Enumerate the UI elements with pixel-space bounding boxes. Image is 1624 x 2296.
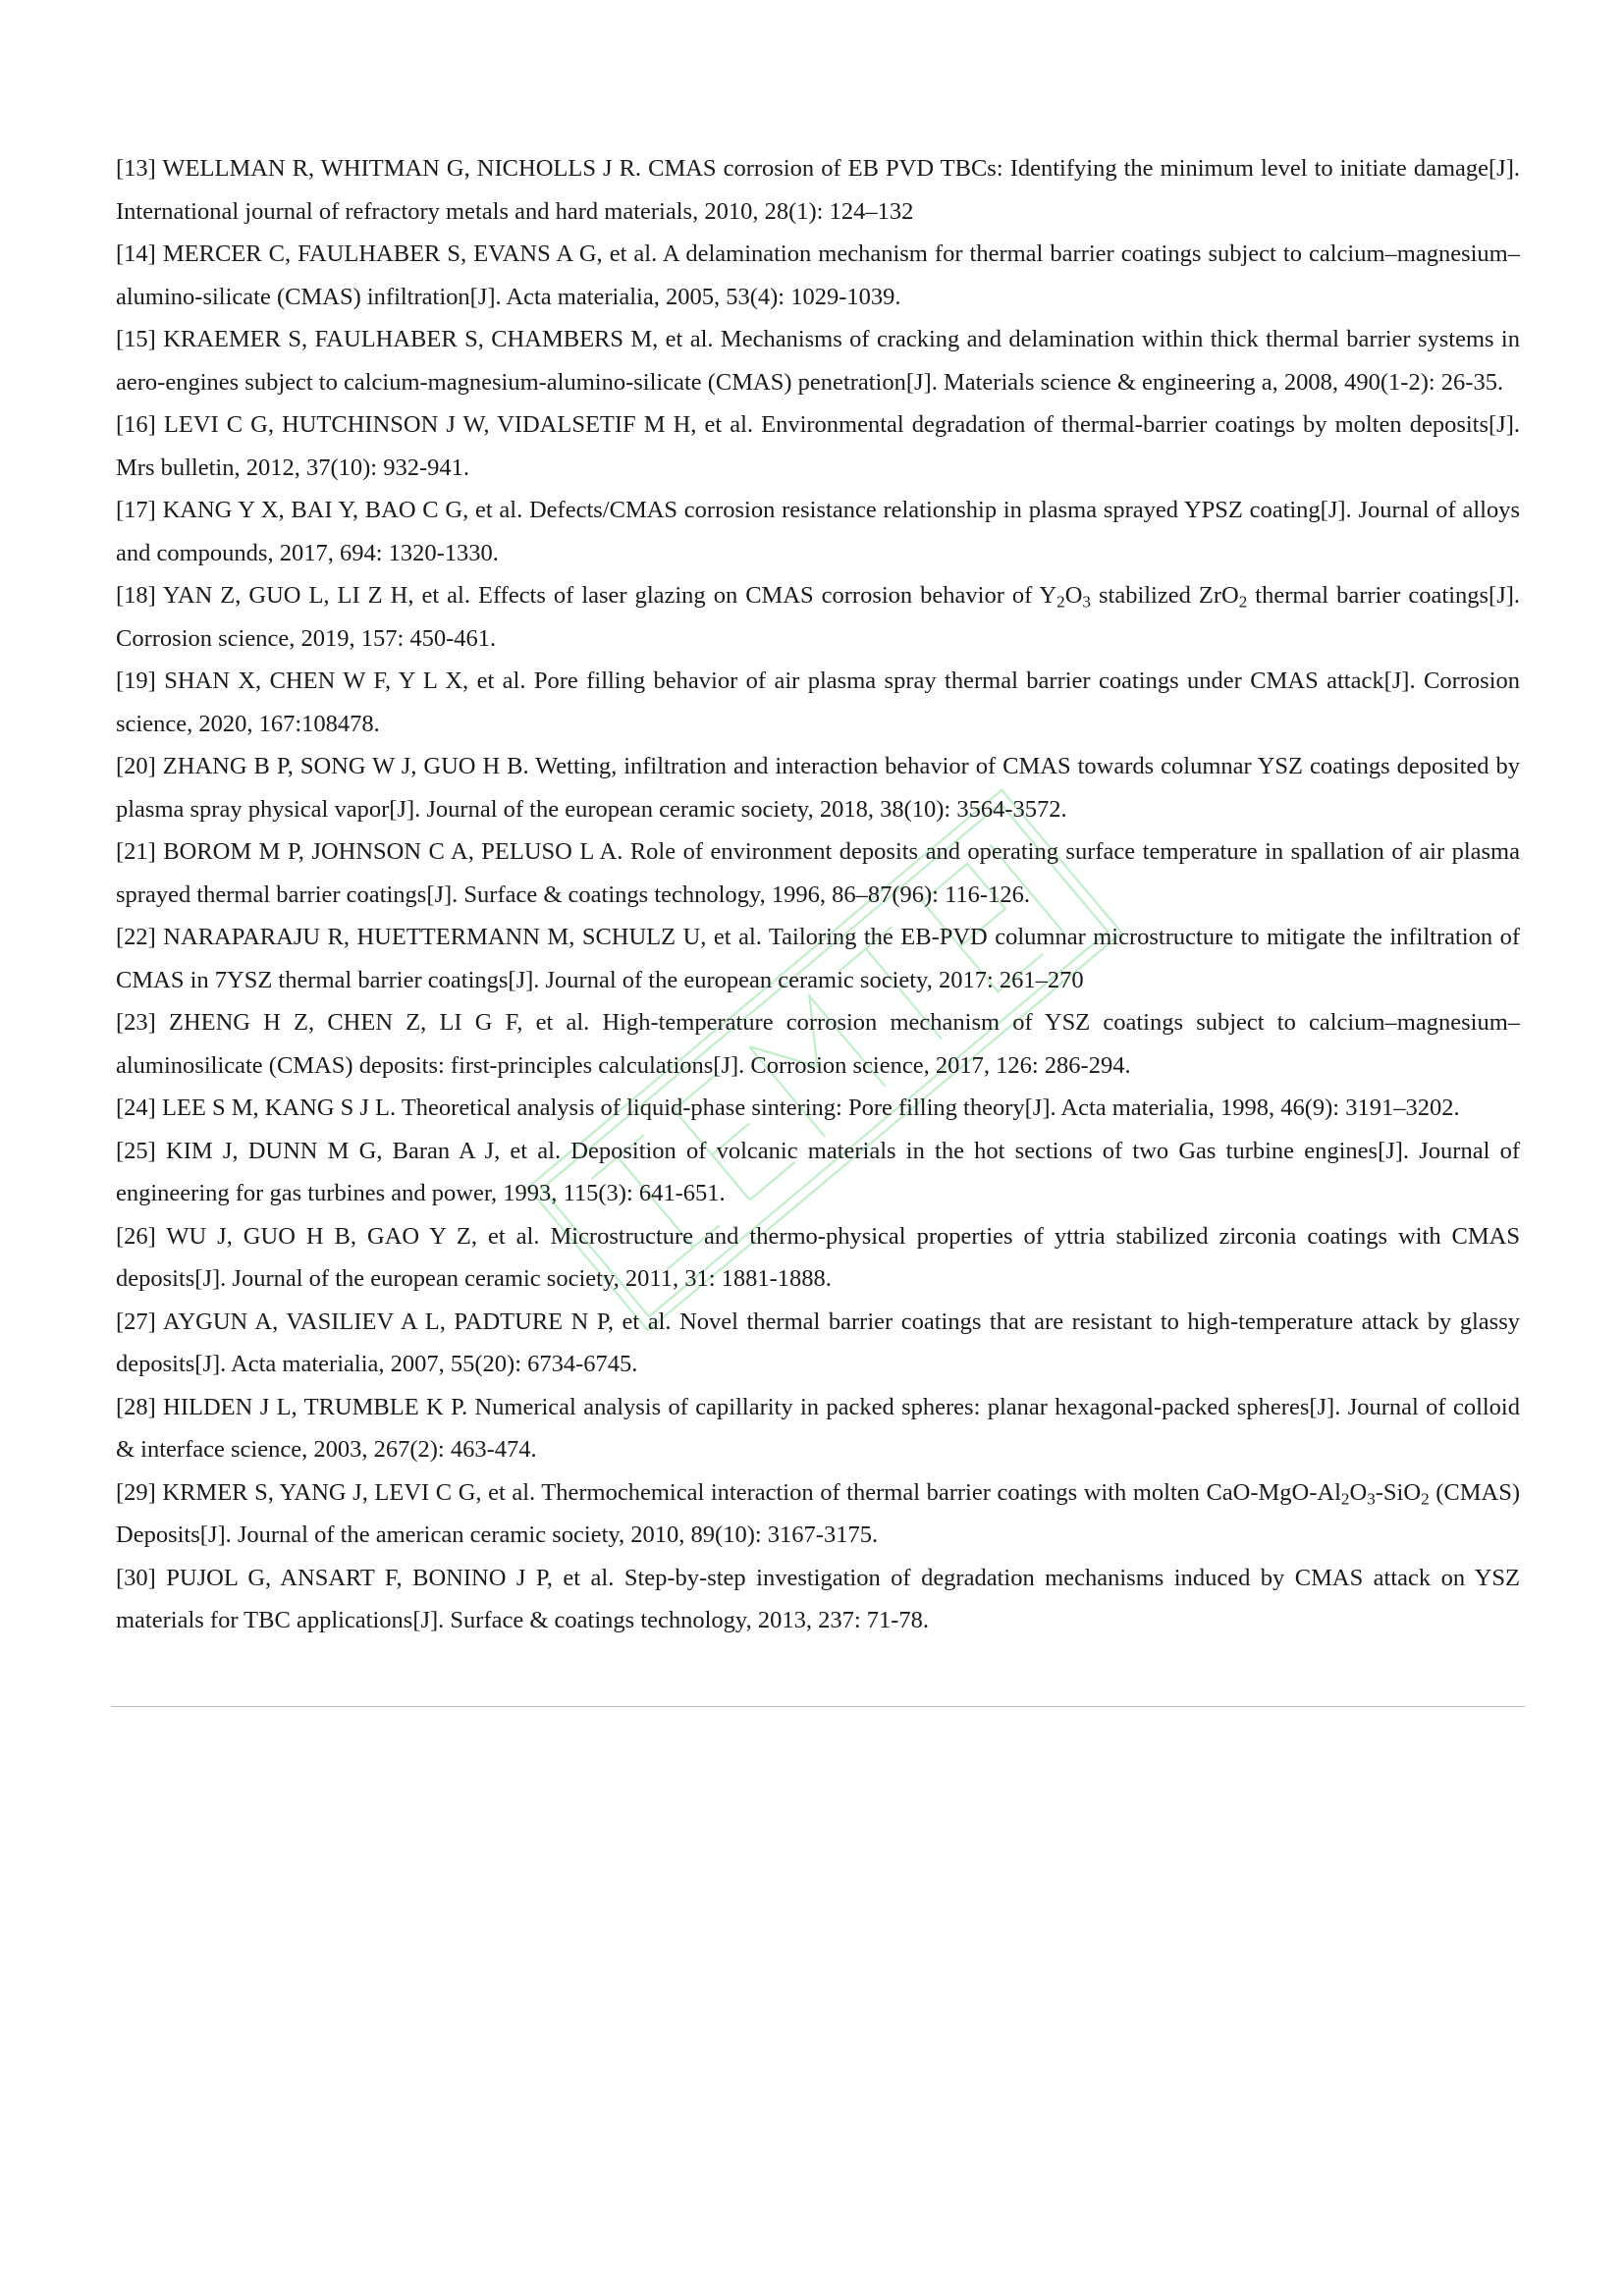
reference-text: [17] KANG Y X, BAI Y, BAO C G, et al. Defects/CMAS corrosion resistance relationship in plasma sprayed YPSZ coating[J]. Journal of alloys and compounds, 2017, 694: 1320-1330. [116,497,1520,566]
reference-item [116,745,1520,830]
reference-text: [20] ZHANG B P, SONG W J, GUO H B. Wetting, infiltration and interaction behavior of CMAS towards columnar YSZ coatings deposited by plasma spray physical vapor[J]. Journal of the european ceramic society, 2018, 38(10): 3564-3572. [116,753,1520,823]
reference-text: [29] KRMER S, YANG J, LEVI C G, et al. Thermochemical interaction of thermal barrier coatings with molten CaO-MgO-Al [116,1478,1341,1506]
reference-item [116,830,1520,916]
reference-item [116,1087,1520,1130]
reference-item [116,1215,1520,1301]
reference-item [116,1130,1520,1215]
reference-text: -SiO [1375,1478,1422,1506]
reference-item [116,574,1520,660]
reference-text: [23] ZHENG H Z, CHEN Z, LI G F, et al. High-temperature corrosion mechanism of YSZ coatings subject to calcium–magnesium–aluminosilicate (CMAS) deposits: first-principles calculations[J]. Corrosion science, 2017, 126: 286-294. [116,1009,1520,1079]
subscript-text: 2 [1421,1488,1430,1508]
reference-text: [18] YAN Z, GUO L, LI Z H, et al. Effects of laser glazing on CMAS corrosion behavior of Y [116,582,1057,609]
subscript-text: 3 [1367,1488,1376,1508]
reference-item [116,1557,1520,1642]
reference-item [116,318,1520,403]
reference-item [116,1471,1520,1557]
reference-text: [13] WELLMAN R, WHITMAN G, NICHOLLS J R. CMAS corrosion of EB PVD TBCs: Identifying the minimum level to initiate damage[J]. International journal of refractory metals and hard materials, 2010, 28(1): 124–132 [116,155,1520,225]
reference-text: [19] SHAN X, CHEN W F, Y L X, et al. Pore filling behavior of air plasma spray thermal barrier coatings under CMAS attack[J]. Corrosion science, 2020, 167:108478. [116,667,1520,737]
reference-text: (CMAS) Deposits[J]. Journal of the american ceramic society, 2010, 89(10): 3167-3175. [116,1478,1520,1548]
reference-item [116,1386,1520,1471]
reference-item [116,1301,1520,1386]
reference-item [116,233,1520,318]
reference-item [116,147,1520,233]
reference-text: [24] LEE S M, KANG S J L. Theoretical analysis of liquid-phase sintering: Pore filling theory[J]. Acta materialia, 1998, 46(9): 3191–3202. [116,1095,1460,1121]
reference-text: [26] WU J, GUO H B, GAO Y Z, et al. Microstructure and thermo-physical properties of yttria stabilized zirconia coatings with CMAS deposits[J]. Journal of the european ceramic society, 2011, 31: 1881-1888. [116,1222,1520,1292]
subscript-text: 2 [1340,1488,1350,1508]
reference-text: [21] BOROM M P, JOHNSON C A, PELUSO L A. Role of environment deposits and operating surface temperature in spallation of air plasma sprayed thermal barrier coatings[J]. Surface & coatings technology, 1996, 86–87(96): 116-126. [116,838,1520,908]
footer-divider [111,1706,1525,1707]
reference-text: O [1349,1478,1368,1506]
reference-item [116,489,1520,574]
reference-list [116,147,1520,1642]
reference-text: [27] AYGUN A, VASILIEV A L, PADTURE N P, et al. Novel thermal barrier coatings that are resistant to high-temperature attack by glassy deposits[J]. Acta materialia, 2007, 55(20): 6734-6745. [116,1308,1520,1377]
reference-item [116,1001,1520,1087]
reference-text: [28] HILDEN J L, TRUMBLE K P. Numerical analysis of capillarity in packed spheres: planar hexagonal-packed spheres[J]. Journal of colloid & interface science, 2003, 267(2): 463-474. [116,1393,1520,1463]
reference-item [116,403,1520,489]
reference-text: [22] NARAPARAJU R, HUETTERMANN M, SCHULZ U, et al. Tailoring the EB-PVD columnar microstructure to mitigate the infiltration of CMAS in 7YSZ thermal barrier coatings[J]. Journal of the european ceramic society, 2017: 261–270 [116,924,1520,993]
reference-text: [14] MERCER C, FAULHABER S, EVANS A G, et al. A delamination mechanism for thermal barrier coatings subject to calcium–magnesium–alumino-silicate (CMAS) infiltration[J]. Acta materialia, 2005, 53(4): 1029-1039. [116,240,1520,310]
reference-text: [30] PUJOL G, ANSART F, BONINO J P, et al. Step-by-step investigation of degradation mechanisms induced by CMAS attack on YSZ materials for TBC applications[J]. Surface & coatings technology, 2013, 237: 71-78. [116,1564,1520,1633]
subscript-text: 2 [1056,592,1065,612]
reference-item [116,916,1520,1001]
reference-text: [15] KRAEMER S, FAULHABER S, CHAMBERS M, et al. Mechanisms of cracking and delamination within thick thermal barrier systems in aero-engines subject to calcium-magnesium-alumino-silicate (CMAS) penetration[J]. Materials science & engineering a, 2008, 490(1-2): 26-35. [116,326,1520,396]
reference-item [116,660,1520,745]
reference-text: thermal barrier coatings[J]. Corrosion science, 2019, 157: 450-461. [116,582,1521,652]
subscript-text: 3 [1082,592,1091,612]
reference-text: O [1064,582,1083,609]
reference-text: [25] KIM J, DUNN M G, Baran A J, et al. Deposition of volcanic materials in the hot sections of two Gas turbine engines[J]. Journal of engineering for gas turbines and power, 1993, 115(3): 641-651. [116,1137,1520,1206]
subscript-text: 2 [1238,592,1248,612]
reference-text: stabilized ZrO [1090,582,1239,609]
reference-text: [16] LEVI C G, HUTCHINSON J W, VIDALSETIF M H, et al. Environmental degradation of thermal-barrier coatings by molten deposits[J]. Mrs bulletin, 2012, 37(10): 932-941. [116,411,1520,481]
